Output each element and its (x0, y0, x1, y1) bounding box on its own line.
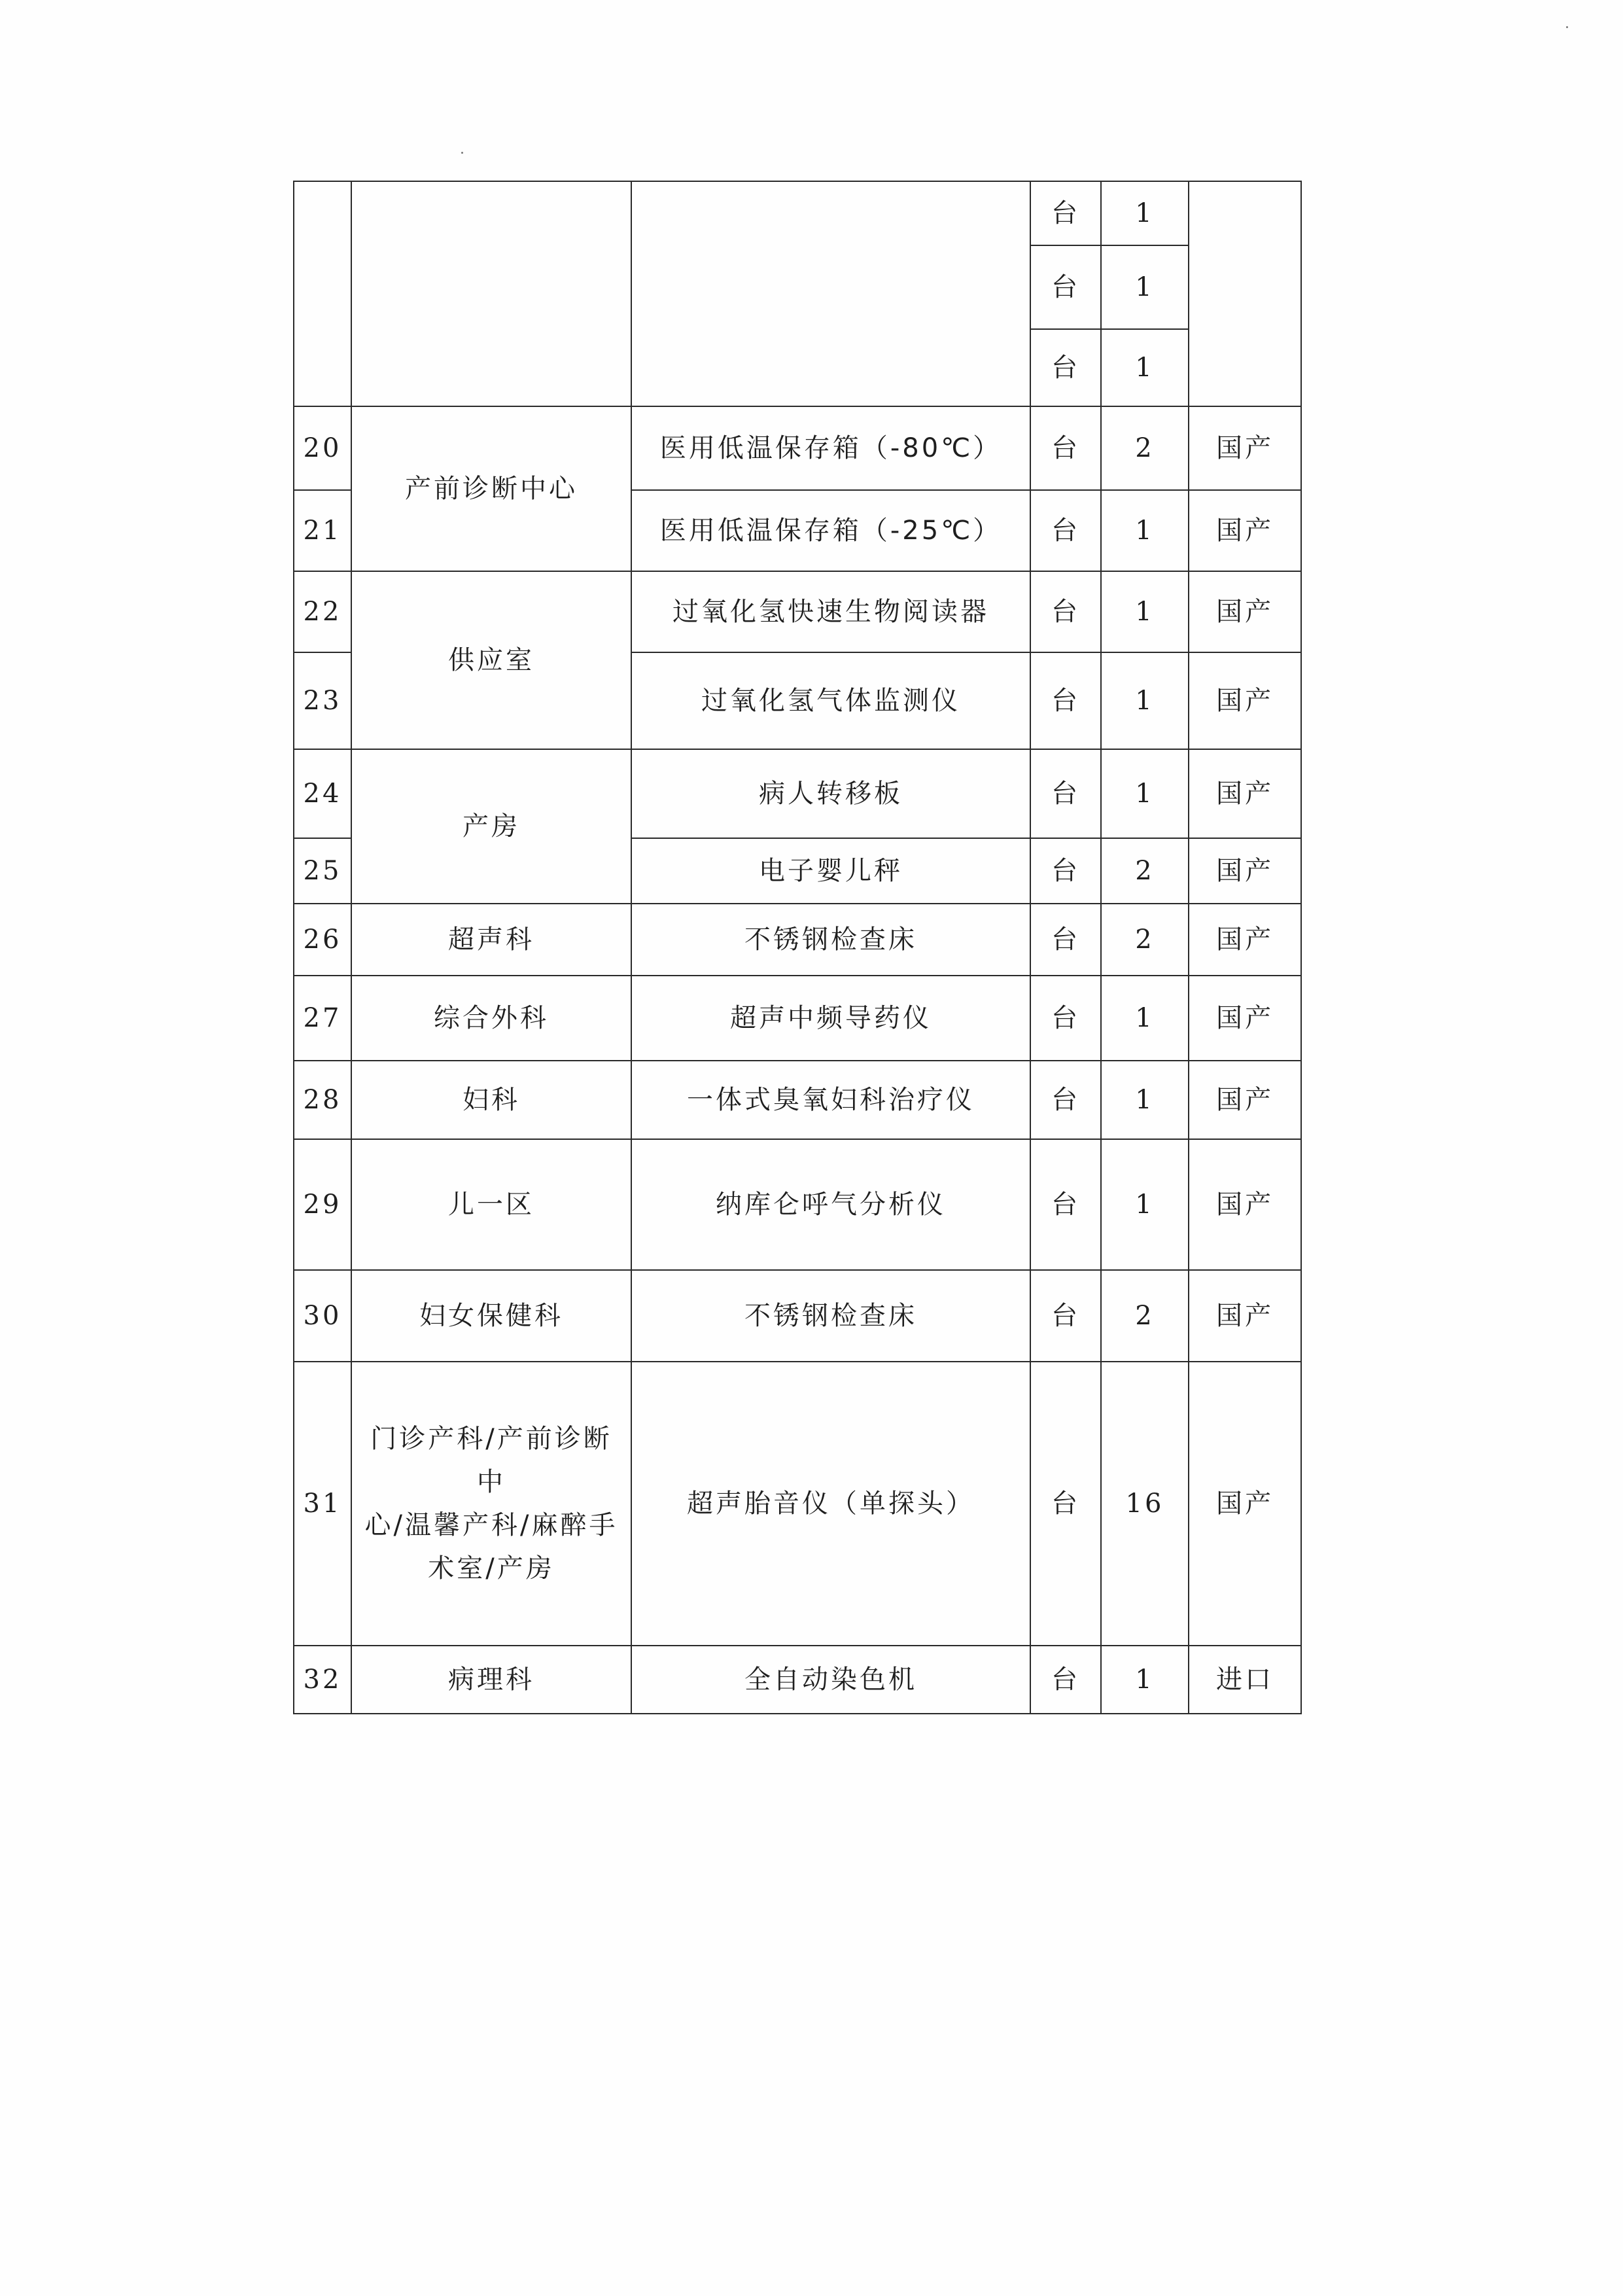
qty-cell: 2 (1101, 904, 1189, 976)
unit-cell: 台 (1030, 1362, 1101, 1646)
dept-cell (351, 181, 631, 406)
unit-cell: 台 (1030, 1646, 1101, 1714)
origin-cell: 国产 (1189, 1270, 1301, 1362)
no-cell: 31 (294, 1362, 351, 1646)
unit-cell: 台 (1030, 904, 1101, 976)
unit-cell: 台 (1030, 329, 1101, 406)
table-row (294, 749, 1301, 838)
origin-cell: 进口 (1189, 1646, 1301, 1714)
item-cell: 医用低温保存箱（-25℃） (631, 490, 1030, 571)
table-row (294, 976, 1301, 1061)
origin-cell: 国产 (1189, 838, 1301, 904)
dept-cell: 供应室 (351, 571, 631, 749)
item-cell: 过氧化氢快速生物阅读器 (631, 571, 1030, 652)
qty-cell: 1 (1101, 749, 1189, 838)
dept-cell: 病理科 (351, 1646, 631, 1714)
item-cell: 超声胎音仪（单探头） (631, 1362, 1030, 1646)
dept-cell: 产前诊断中心 (351, 406, 631, 571)
item-cell: 医用低温保存箱（-80℃） (631, 406, 1030, 490)
table-row (294, 1362, 1301, 1646)
unit-cell: 台 (1030, 181, 1101, 245)
dept-cell: 产房 (351, 749, 631, 904)
origin-cell: 国产 (1189, 406, 1301, 490)
qty-cell: 1 (1101, 1061, 1189, 1139)
item-cell: 一体式臭氧妇科治疗仪 (631, 1061, 1030, 1139)
scan-speck (461, 152, 463, 154)
origin-cell: 国产 (1189, 571, 1301, 652)
qty-cell: 1 (1101, 652, 1189, 749)
qty-cell: 1 (1101, 245, 1189, 329)
origin-cell: 国产 (1189, 749, 1301, 838)
item-cell: 纳库仑呼气分析仪 (631, 1139, 1030, 1270)
origin-cell: 国产 (1189, 976, 1301, 1061)
qty-cell: 1 (1101, 490, 1189, 571)
qty-cell: 2 (1101, 406, 1189, 490)
no-cell: 24 (294, 749, 351, 838)
no-cell (294, 181, 351, 406)
unit-cell: 台 (1030, 838, 1101, 904)
dept-line: 门诊产科/产前诊断中 (370, 1424, 612, 1497)
no-cell: 32 (294, 1646, 351, 1714)
qty-cell: 1 (1101, 1646, 1189, 1714)
origin-cell: 国产 (1189, 1139, 1301, 1270)
scan-speck (1566, 26, 1568, 28)
unit-cell: 台 (1030, 749, 1101, 838)
item-cell: 不锈钢检查床 (631, 904, 1030, 976)
dept-line: 心/温馨产科/麻醉手 (364, 1510, 618, 1540)
unit-cell: 台 (1030, 406, 1101, 490)
no-cell: 27 (294, 976, 351, 1061)
item-cell (631, 181, 1030, 406)
no-cell: 22 (294, 571, 351, 652)
qty-cell: 1 (1101, 329, 1189, 406)
item-cell: 超声中频导药仪 (631, 976, 1030, 1061)
no-cell: 20 (294, 406, 351, 490)
qty-cell: 1 (1101, 181, 1189, 245)
unit-cell: 台 (1030, 1270, 1101, 1362)
origin-cell: 国产 (1189, 1061, 1301, 1139)
item-cell: 过氧化氢气体监测仪 (631, 652, 1030, 749)
unit-cell: 台 (1030, 1139, 1101, 1270)
unit-cell: 台 (1030, 976, 1101, 1061)
item-cell: 电子婴儿秤 (631, 838, 1030, 904)
table-row (294, 904, 1301, 976)
dept-line: 术室/产房 (428, 1553, 555, 1583)
no-cell: 21 (294, 490, 351, 571)
no-cell: 23 (294, 652, 351, 749)
table-row (294, 1270, 1301, 1362)
origin-cell: 国产 (1189, 904, 1301, 976)
table-row (294, 1139, 1301, 1270)
unit-cell: 台 (1030, 245, 1101, 329)
unit-cell: 台 (1030, 1061, 1101, 1139)
qty-cell: 16 (1101, 1362, 1189, 1646)
qty-cell: 1 (1101, 1139, 1189, 1270)
table-row (294, 1646, 1301, 1714)
unit-cell: 台 (1030, 490, 1101, 571)
origin-cell (1189, 181, 1301, 406)
dept-cell: 超声科 (351, 904, 631, 976)
no-cell: 26 (294, 904, 351, 976)
no-cell: 30 (294, 1270, 351, 1362)
item-cell: 病人转移板 (631, 749, 1030, 838)
dept-cell: 儿一区 (351, 1139, 631, 1270)
dept-cell: 妇科 (351, 1061, 631, 1139)
qty-cell: 1 (1101, 976, 1189, 1061)
dept-cell (351, 1362, 631, 1646)
equipment-table (293, 181, 1302, 1714)
no-cell: 28 (294, 1061, 351, 1139)
origin-cell: 国产 (1189, 652, 1301, 749)
no-cell: 25 (294, 838, 351, 904)
dept-cell: 综合外科 (351, 976, 631, 1061)
table-row (294, 571, 1301, 652)
origin-cell: 国产 (1189, 1362, 1301, 1646)
dept-cell: 妇女保健科 (351, 1270, 631, 1362)
item-cell: 不锈钢检查床 (631, 1270, 1030, 1362)
origin-cell: 国产 (1189, 490, 1301, 571)
qty-cell: 2 (1101, 838, 1189, 904)
no-cell: 29 (294, 1139, 351, 1270)
table-row (294, 1061, 1301, 1139)
item-cell: 全自动染色机 (631, 1646, 1030, 1714)
table-row (294, 181, 1301, 245)
qty-cell: 1 (1101, 571, 1189, 652)
table-row (294, 406, 1301, 490)
unit-cell: 台 (1030, 652, 1101, 749)
unit-cell: 台 (1030, 571, 1101, 652)
qty-cell: 2 (1101, 1270, 1189, 1362)
